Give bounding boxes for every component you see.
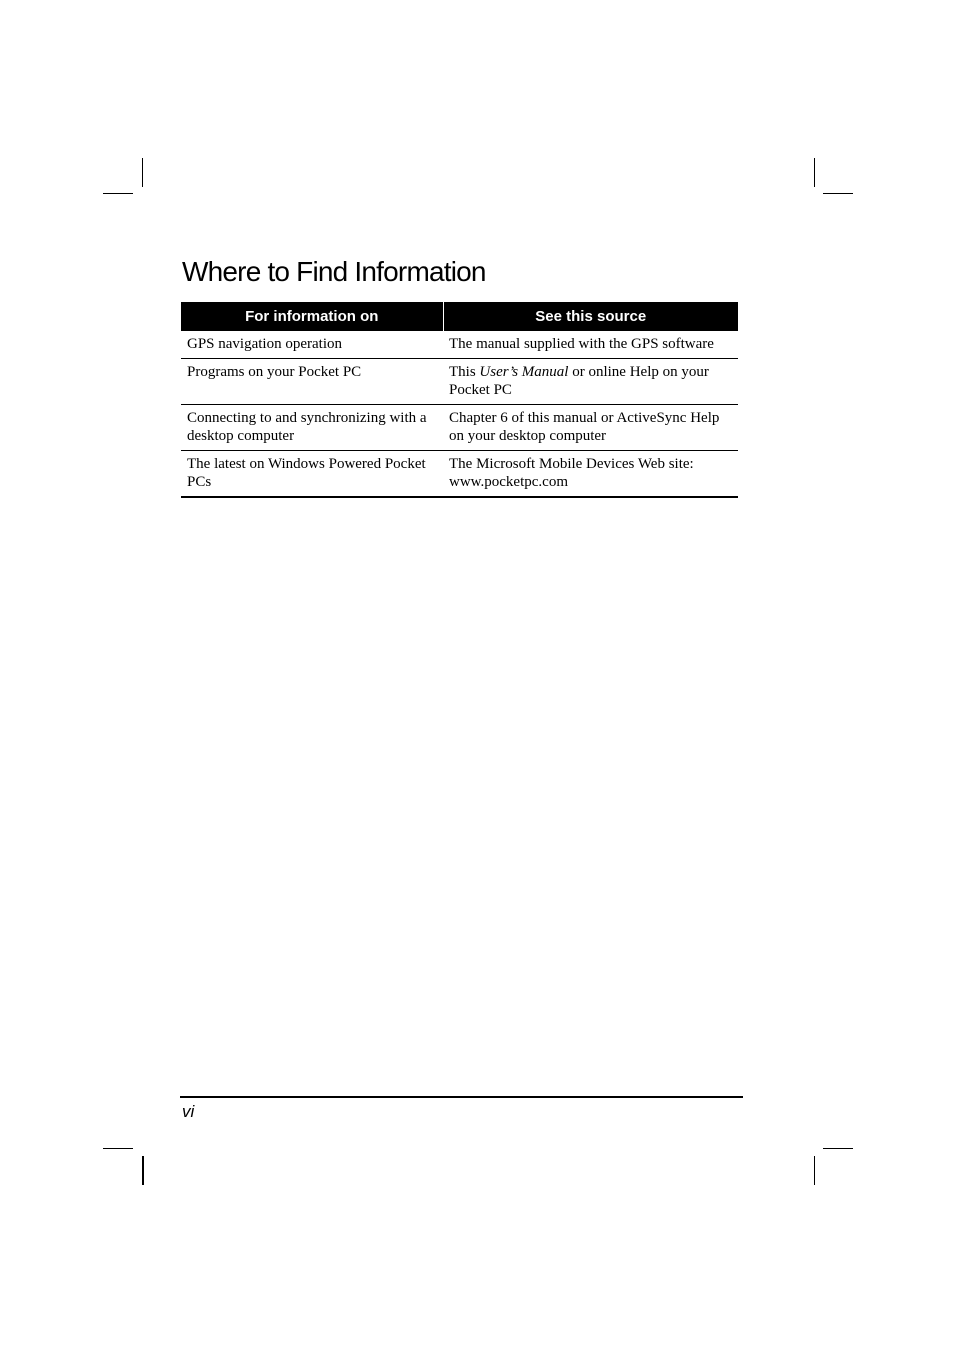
source-text: or online Help on your Pocket PC [449, 364, 709, 398]
table-row [181, 451, 738, 498]
source-cell [443, 359, 738, 405]
crop-mark-top-right-h [823, 193, 853, 194]
column-header-source: See this source [443, 302, 738, 331]
source-text: The Microsoft Mobile Devices Web site: [449, 456, 694, 472]
topic-cell: Connecting to and synchronizing with a desktop computer [181, 405, 443, 451]
table-row [181, 331, 738, 359]
crop-mark-bottom-right-v [814, 1156, 815, 1185]
topic-cell: GPS navigation operation [181, 331, 443, 359]
crop-mark-bottom-right-h [823, 1148, 853, 1149]
footer-rule [180, 1096, 743, 1098]
topic-cell: Programs on your Pocket PC [181, 359, 443, 405]
source-cell: Chapter 6 of this manual or ActiveSync Help on your desktop computer [443, 405, 738, 451]
crop-mark-top-left-h [103, 193, 133, 194]
crop-mark-top-right-v [814, 158, 815, 187]
table-row [181, 405, 738, 451]
table-row [181, 359, 738, 405]
crop-mark-top-left-v [142, 158, 143, 187]
source-cell: The manual supplied with the GPS software [443, 331, 738, 359]
page-number: vi [182, 1102, 195, 1121]
web-address: www.pocketpc.com [449, 474, 568, 490]
crop-mark-bottom-left-v [142, 1156, 144, 1185]
source-text: This [449, 364, 480, 380]
manual-title: User’s Manual [479, 364, 569, 380]
topic-cell: The latest on Windows Powered Pocket PCs [181, 451, 443, 498]
information-table [181, 302, 738, 498]
column-header-topic: For information on [181, 302, 443, 331]
source-cell [443, 451, 738, 498]
page-title: Where to Find Information [182, 256, 486, 287]
table-header-row [181, 302, 738, 331]
crop-mark-bottom-left-h [103, 1148, 133, 1149]
